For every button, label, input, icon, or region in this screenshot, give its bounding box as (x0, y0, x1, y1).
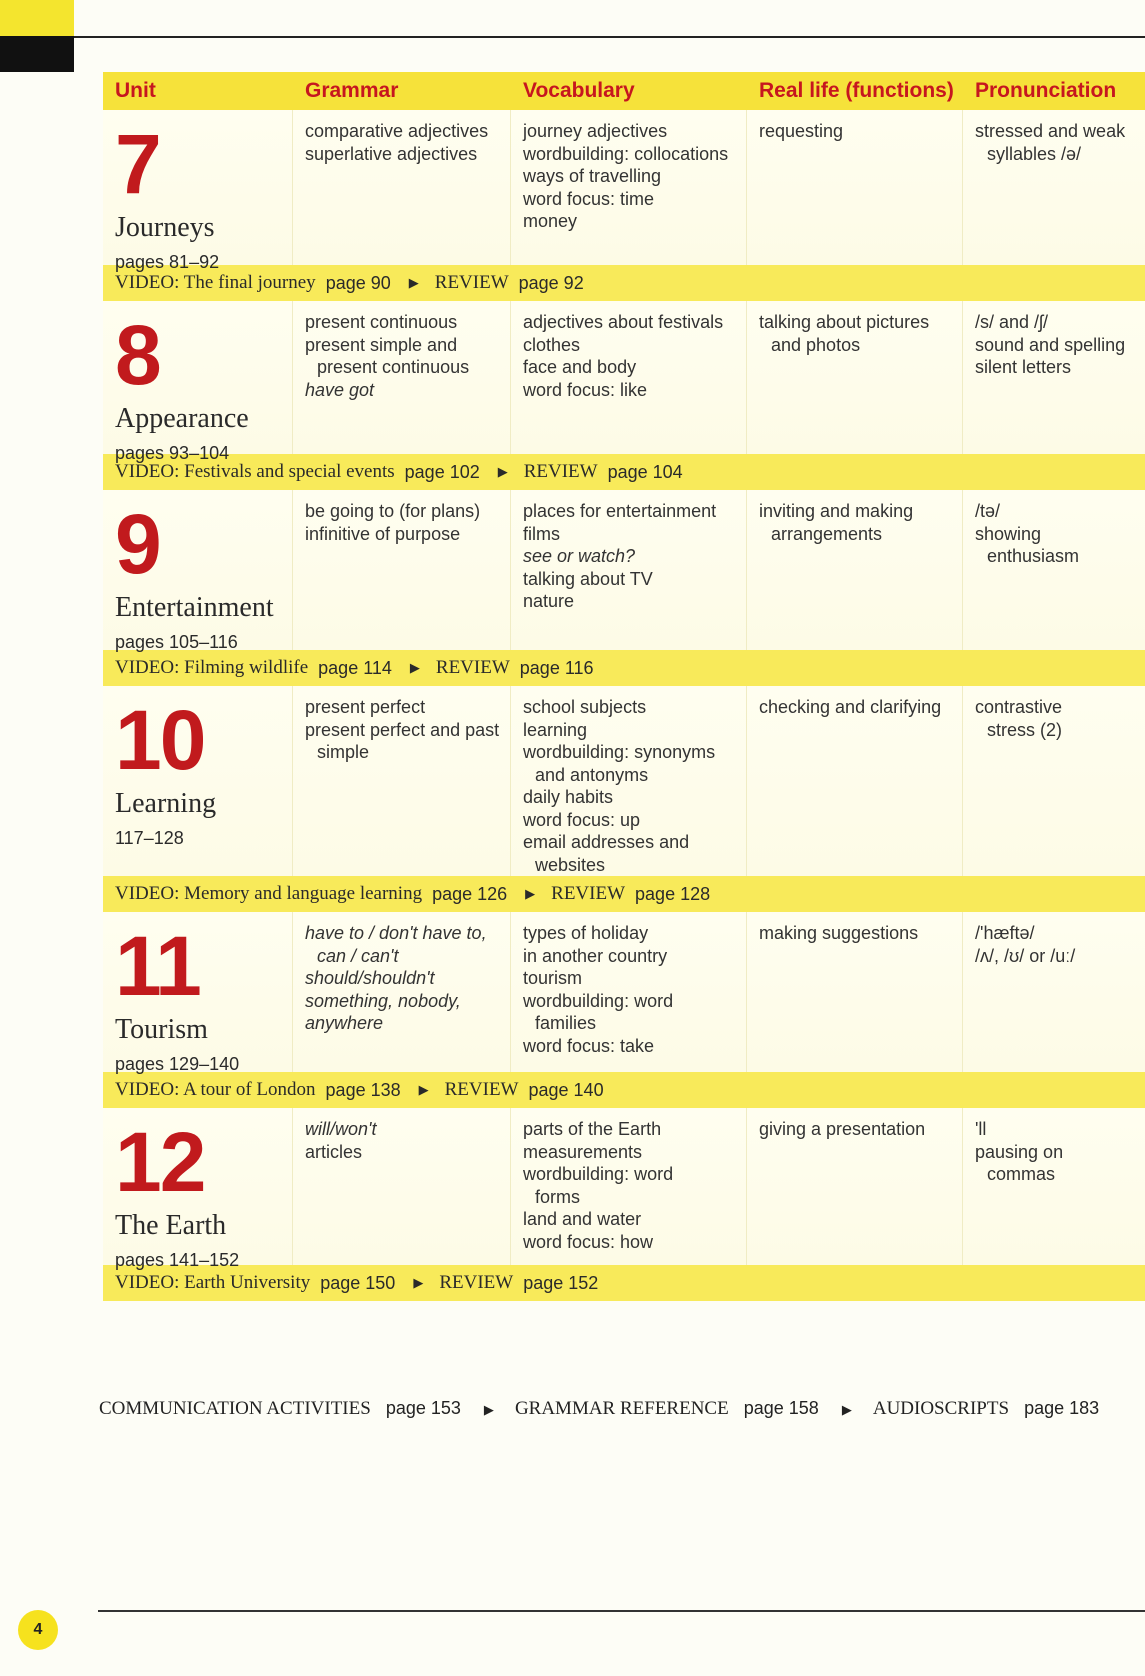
real-life-cell (747, 686, 963, 876)
arrow-right-icon: ▶ (841, 1402, 852, 1417)
unit-number: 7 (115, 117, 160, 211)
header-vocabulary: Vocabulary (523, 79, 635, 102)
unit-number: 8 (115, 308, 160, 402)
real-life-item: making suggestions (759, 923, 919, 943)
real-life-cell (747, 912, 963, 1072)
grammar-item: infinitive of purpose (305, 523, 461, 544)
pronunciation-item: stress (2) (987, 719, 1063, 740)
vocabulary-item: face and body (523, 357, 637, 377)
pronunciation-item: /tə/ (975, 501, 1001, 521)
back-matter-links (99, 1398, 1099, 1420)
communication-activities-link[interactable]: COMMUNICATION ACTIVITIES (99, 1398, 371, 1419)
unit-number: 11 (115, 919, 200, 1013)
unit-title: Journeys (115, 212, 215, 243)
unit-cell (103, 912, 293, 1072)
unit-number: 12 (115, 1115, 205, 1209)
grammar-item: present continuous (317, 357, 470, 377)
vocabulary-cell (511, 1108, 747, 1265)
grammar-item: something, nobody, (305, 990, 461, 1011)
vocabulary-item: daily habits (523, 787, 614, 807)
review-link[interactable]: REVIEW (435, 657, 510, 678)
video-review-band-9 (103, 650, 1145, 686)
real-life-cell (747, 490, 963, 650)
unit-pages: pages 93–104 (115, 443, 230, 463)
corner-black-tab (0, 36, 74, 72)
pronunciation-cell (963, 110, 1145, 265)
arrow-right-icon: ▶ (418, 1082, 429, 1097)
video-link[interactable]: VIDEO: Earth University (115, 1272, 311, 1293)
vocabulary-item: email addresses and (523, 832, 690, 852)
video-link[interactable]: VIDEO: Festivals and special events (115, 461, 395, 482)
header-unit: Unit (115, 79, 156, 102)
real-life-cell (747, 301, 963, 454)
video-page: page 150 (320, 1272, 396, 1293)
pronunciation-item: /ʌ/, /ʊ/ or /uː/ (975, 945, 1076, 966)
video-link[interactable]: VIDEO: The final journey (115, 272, 316, 293)
corner-yellow-block (0, 0, 74, 36)
arrow-right-icon: ▶ (497, 464, 508, 479)
video-review-band-11 (103, 1072, 1145, 1108)
unit-row-12 (103, 1108, 1145, 1270)
unit-row-10 (103, 686, 1145, 876)
header-real-life: Real life (functions) (759, 79, 954, 102)
grammar-cell (293, 110, 511, 265)
grammar-item: can / can't (317, 945, 399, 966)
grammar-item: superlative adjectives (305, 143, 478, 164)
grammar-cell (293, 490, 511, 650)
vocabulary-item: word focus: up (523, 809, 641, 830)
grammar-item: have to / don't have to, (305, 923, 487, 943)
unit-pages: pages 105–116 (115, 632, 238, 652)
pronunciation-cell (963, 1108, 1145, 1265)
vocabulary-item: clothes (523, 334, 581, 355)
vocabulary-item: and antonyms (535, 764, 649, 785)
pronunciation-item: contrastive (975, 697, 1063, 717)
vocabulary-item: wordbuilding: word (523, 990, 674, 1011)
vocabulary-item: tourism (523, 968, 583, 988)
vocabulary-item: websites (535, 854, 606, 875)
arrow-right-icon: ▶ (483, 1402, 494, 1417)
vocabulary-item: talking about TV (523, 568, 653, 589)
grammar-cell (293, 301, 511, 454)
grammar-item: comparative adjectives (305, 121, 489, 141)
pronunciation-cell (963, 301, 1145, 454)
grammar-item: simple (317, 742, 370, 762)
vocabulary-item: measurements (523, 1141, 643, 1162)
unit-title: Entertainment (115, 592, 274, 623)
real-life-item: talking about pictures (759, 312, 930, 332)
audioscripts-page: page 183 (1024, 1398, 1100, 1418)
top-rule (74, 36, 1145, 38)
pronunciation-cell (963, 686, 1145, 876)
vocabulary-cell (511, 490, 747, 650)
vocabulary-item: families (535, 1013, 597, 1033)
unit-number: 10 (115, 693, 205, 787)
real-life-item: and photos (771, 334, 861, 355)
unit-row-7 (103, 110, 1145, 272)
unit-title: Tourism (115, 1014, 208, 1045)
review-link[interactable]: REVIEW (523, 461, 598, 482)
real-life-item: inviting and making (759, 501, 914, 521)
grammar-cell (293, 1108, 511, 1265)
arrow-right-icon: ▶ (408, 275, 419, 290)
vocabulary-item: school subjects (523, 697, 647, 717)
vocabulary-item: wordbuilding: word (523, 1164, 674, 1184)
vocabulary-item: wordbuilding: collocations (523, 143, 729, 164)
arrow-right-icon: ▶ (525, 886, 536, 901)
real-life-item: requesting (759, 121, 844, 141)
vocabulary-item: parts of the Earth (523, 1119, 662, 1139)
grammar-reference-link[interactable]: GRAMMAR REFERENCE (514, 1398, 729, 1419)
grammar-item: present perfect and past (305, 719, 500, 740)
grammar-item: should/shouldn't (305, 968, 435, 988)
grammar-item: present perfect (305, 697, 426, 717)
unit-pages: pages 141–152 (115, 1250, 240, 1270)
review-page: page 152 (523, 1272, 599, 1293)
grammar-cell (293, 912, 511, 1072)
vocabulary-item: forms (535, 1186, 580, 1207)
real-life-item: giving a presentation (759, 1119, 926, 1139)
unit-title: The Earth (115, 1210, 227, 1241)
video-link[interactable]: VIDEO: A tour of London (115, 1079, 316, 1100)
grammar-item: be going to (for plans) (305, 501, 481, 521)
pronunciation-item: sound and spelling (975, 334, 1126, 355)
video-page: page 114 (318, 657, 392, 678)
grammar-item: have got (305, 379, 375, 400)
vocabulary-cell (511, 686, 747, 876)
vocabulary-item: nature (523, 591, 575, 611)
vocabulary-item: wordbuilding: synonyms (523, 742, 716, 762)
vocabulary-item: types of holiday (523, 923, 649, 943)
grammar-reference-page: page 158 (743, 1398, 819, 1418)
video-page: page 138 (325, 1079, 401, 1100)
vocabulary-item: ways of travelling (523, 166, 662, 186)
video-page: page 90 (325, 272, 391, 293)
vocabulary-item: learning (523, 719, 588, 740)
review-page: page 92 (518, 272, 584, 293)
pronunciation-item: pausing on (975, 1141, 1064, 1162)
unit-cell (103, 686, 293, 876)
pronunciation-cell (963, 912, 1145, 1072)
pronunciation-item: enthusiasm (987, 546, 1080, 566)
vocabulary-item: word focus: time (523, 188, 655, 209)
header-pronunciation: Pronunciation (975, 79, 1117, 102)
unit-cell (103, 1108, 293, 1270)
pronunciation-item: /'hæftə/ (975, 923, 1035, 943)
arrow-right-icon: ▶ (409, 660, 420, 675)
vocabulary-item: in another country (523, 945, 668, 966)
vocabulary-item: see or watch? (523, 546, 636, 566)
real-life-item: arrangements (771, 523, 883, 544)
arrow-right-icon: ▶ (413, 1275, 424, 1290)
pronunciation-item: 'll (975, 1119, 987, 1139)
pronunciation-item: silent letters (975, 357, 1072, 377)
grammar-item: will/won't (305, 1119, 377, 1139)
grammar-item: articles (305, 1141, 363, 1162)
pronunciation-item: showing (975, 523, 1042, 544)
unit-title: Learning (115, 788, 217, 819)
audioscripts-link[interactable]: AUDIOSCRIPTS (872, 1398, 1010, 1419)
unit-number: 9 (115, 497, 160, 591)
unit-row-9 (103, 490, 1145, 650)
vocabulary-item: word focus: like (523, 379, 648, 400)
video-page: page 126 (432, 883, 508, 904)
vocabulary-item: word focus: how (523, 1231, 654, 1252)
video-page: page 102 (404, 461, 480, 482)
vocabulary-item: films (523, 523, 560, 544)
unit-cell (103, 301, 293, 463)
grammar-cell (293, 686, 511, 876)
unit-pages: pages 129–140 (115, 1054, 240, 1074)
page-number-badge: 4 (18, 1610, 58, 1650)
header-grammar: Grammar (305, 79, 399, 102)
real-life-cell (747, 110, 963, 265)
bottom-rule (98, 1610, 1145, 1612)
review-page: page 140 (528, 1079, 604, 1100)
pronunciation-cell (963, 490, 1145, 650)
vocabulary-item: journey adjectives (523, 121, 668, 141)
pronunciation-item: commas (987, 1164, 1056, 1184)
vocabulary-item: adjectives about festivals (523, 312, 724, 332)
grammar-item: present continuous (305, 312, 458, 332)
vocabulary-cell (511, 110, 747, 265)
video-link[interactable]: VIDEO: Filming wildlife (115, 657, 309, 678)
unit-row-8 (103, 301, 1145, 463)
unit-row-11 (103, 912, 1145, 1072)
vocabulary-item: money (523, 211, 578, 231)
review-page: page 128 (635, 883, 711, 904)
pronunciation-item: /s/ and /ʃ/ (975, 312, 1049, 332)
grammar-item: present simple and (305, 334, 458, 355)
vocabulary-item: word focus: take (523, 1035, 655, 1056)
unit-pages: 117–128 (115, 828, 184, 848)
review-link[interactable]: REVIEW (444, 1079, 519, 1100)
unit-cell (103, 110, 293, 272)
review-link[interactable]: REVIEW (439, 1272, 514, 1293)
grammar-item: anywhere (305, 1013, 384, 1033)
review-link[interactable]: REVIEW (551, 883, 626, 904)
real-life-item: checking and clarifying (759, 697, 942, 717)
review-link[interactable]: REVIEW (434, 272, 509, 293)
pronunciation-item: syllables /ə/ (987, 143, 1082, 164)
video-review-band-10 (103, 876, 1145, 912)
contents-table (103, 72, 1145, 1301)
unit-pages: pages 81–92 (115, 252, 220, 272)
real-life-cell (747, 1108, 963, 1265)
review-page: page 116 (519, 657, 594, 678)
vocabulary-item: places for entertainment (523, 501, 717, 521)
video-link[interactable]: VIDEO: Memory and language learning (115, 883, 423, 904)
communication-page: page 153 (385, 1398, 461, 1418)
unit-cell (103, 490, 293, 650)
vocabulary-cell (511, 912, 747, 1072)
vocabulary-cell (511, 301, 747, 454)
unit-title: Appearance (115, 403, 249, 434)
vocabulary-item: land and water (523, 1209, 642, 1229)
review-page: page 104 (607, 461, 683, 482)
pronunciation-item: stressed and weak (975, 121, 1126, 141)
table-header (103, 72, 1145, 110)
